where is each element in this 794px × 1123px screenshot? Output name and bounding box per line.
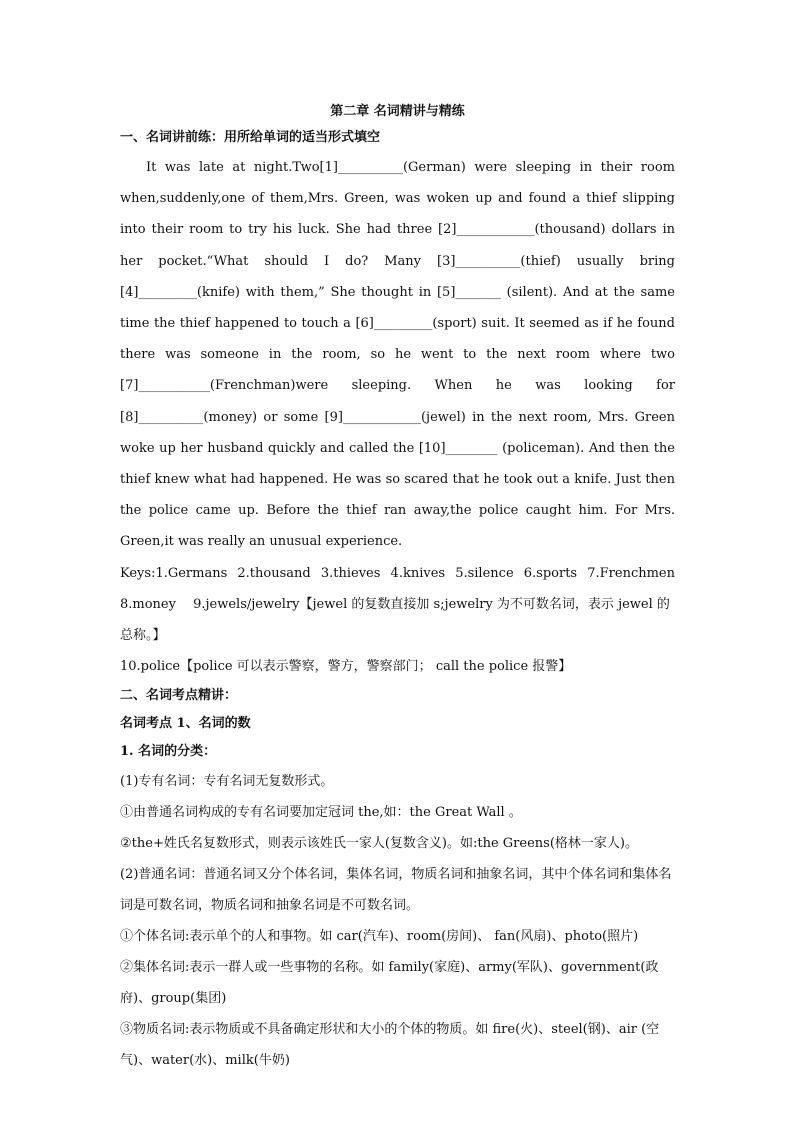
key-item: 4.knives <box>390 565 446 581</box>
point1-heading: 名词考点 1、名词的数 <box>120 715 251 731</box>
keys-line-3: 10.police【police 可以表示警察，警方，警察部门； call the police 报警】 <box>120 658 572 674</box>
section2-heading: 二、名词考点精讲： <box>120 687 238 703</box>
body-line: ②集体名词:表示一群人或一些事物的名称。如 family(家庭)、army(军队)、government(政府)、group(集团) <box>120 959 659 1006</box>
passage <box>120 152 675 558</box>
key-item: 6.sports <box>523 565 578 581</box>
key-item: 3.thieves <box>320 565 381 581</box>
body-line: ①个体名词:表示单个的人和事物。如 car(汽车)、room(房间)、 fan(风扇)、photo(照片) <box>120 928 639 944</box>
key-item: 7.Frenchmen <box>587 565 675 581</box>
keys-line-1 <box>120 558 675 589</box>
passage-text: It was late at night.Two[1]__________(German) were sleeping in their room when,suddenly,one of them,Mrs. Green, was woken up and found a thief slipping into their room to try his luck. She had three [2]____________(thousand) dollars in her pocket.“What should I do? Many [3]__________(thief) usually bring [4]_________(knife) with them,” She thought in [5]_______ (silent). And at the same time the thief happened to touch a [6]_________(sport) suit. It seemed as if he found there was someone in the room, so he went to the next room where two [7]___________(Frenchman)were sleeping. When he was looking for [8]__________(money) or some [9]____________(jewel) in the next room, Mrs. Green woke up her husband quickly and called the [10]________ (policeman). And then the thief knew what had happened. He was so scared that he took out a knife. Just then the police came up. Before the thief ran away,the police caught him. For Mrs. Green,it was really an unusual experience. <box>120 160 675 550</box>
section1-heading: 一、名词讲前练：用所给单词的适当形式填空 <box>120 130 381 145</box>
sub1-heading: 1. 名词的分类： <box>120 743 217 759</box>
body-line: ②the+姓氏名复数形式，则表示该姓氏一家人(复数含义)。如:the Greens(格林一家人)。 <box>120 835 638 851</box>
body-line: ①由普通名词构成的专有名词要加定冠词 the,如：the Great Wall 。 <box>120 804 522 820</box>
key-item: 2.thousand <box>237 565 311 581</box>
body-line: (1)专有名词：专有名词无复数形式。 <box>120 773 334 789</box>
key-item: 5.silence <box>455 565 514 581</box>
keys-line-2: 8.money 9.jewels/jewelry【jewel 的复数直接加 s;jewelry 为不可数名词，表示 jewel 的总称。】 <box>120 596 670 643</box>
key-item: Keys:1.Germans <box>120 565 228 581</box>
body-line: (2)普通名词：普通名词又分个体名词，集体名词，物质名词和抽象名词，其中个体名词和集体名词是可数名词，物质名词和抽象名词是不可数名词。 <box>120 866 672 913</box>
body-line: ③物质名词:表示物质或不具备确定形状和大小的个体的物质。如 fire(火)、steel(钢)、air (空气)、water(水)、milk(牛奶) <box>120 1021 660 1068</box>
chapter-title: 第二章 名词精讲与精练 <box>330 104 465 119</box>
document-content <box>120 100 675 1076</box>
